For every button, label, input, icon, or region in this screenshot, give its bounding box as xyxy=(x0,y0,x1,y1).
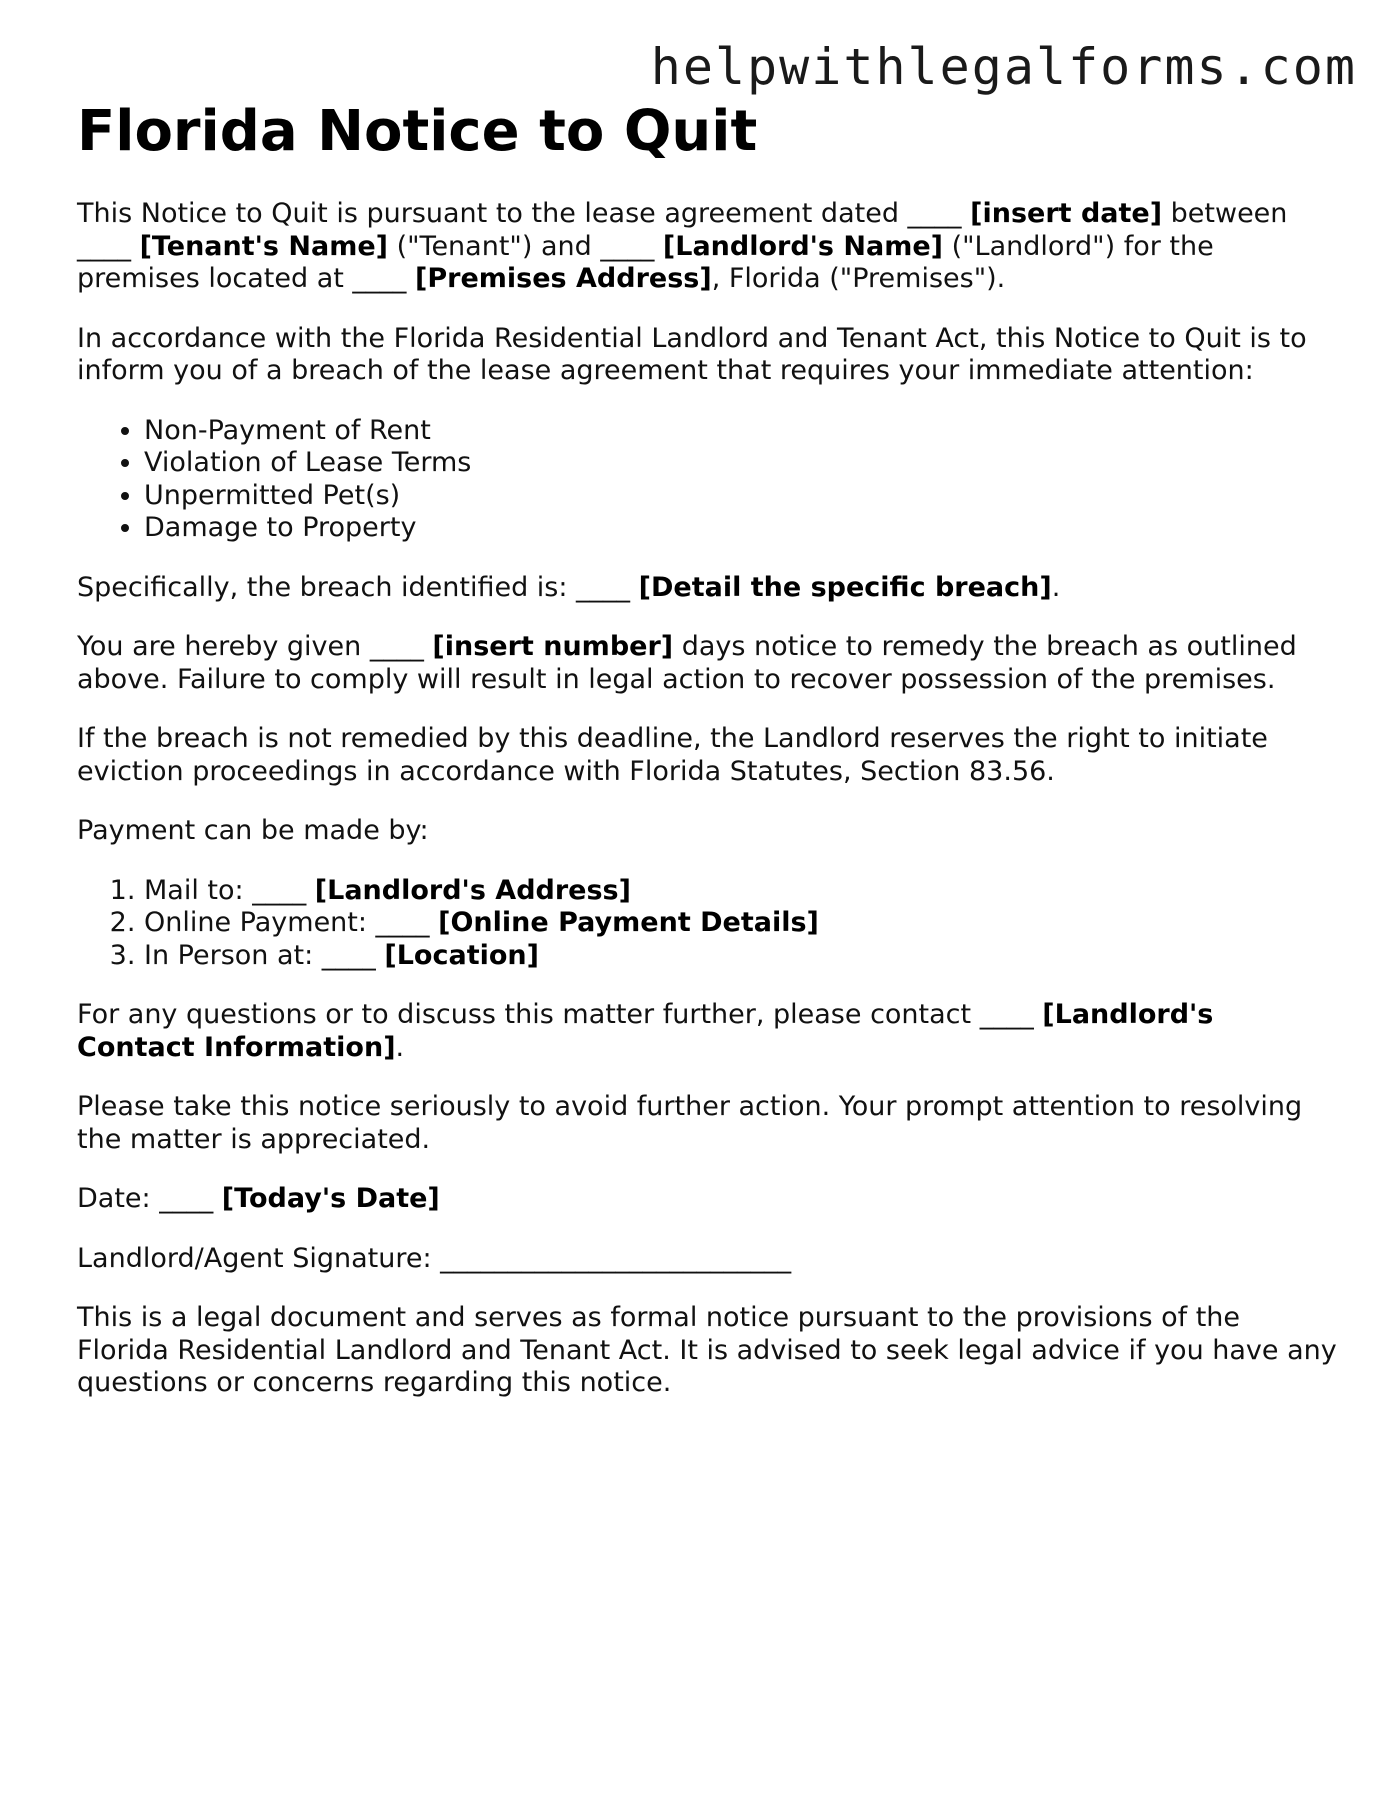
tenant-name-placeholder: [Tenant's Name] xyxy=(139,230,388,262)
list-item: • Damage to Property xyxy=(144,512,1337,545)
specific-breach-placeholder: [Detail the specific breach] xyxy=(638,571,1052,603)
eviction-paragraph: If the breach is not remedied by this deadline, the Landlord reserves the right to initiate eviction proceedings in accordance with Florida Statutes, Section 83.56. xyxy=(77,723,1268,787)
payment-intro: Payment can be made by: xyxy=(77,815,429,847)
todays-date-placeholder: [Today's Date] xyxy=(221,1183,440,1215)
closing-paragraph: This is a legal document and serves as formal notice pursuant to the provisions of the Florida Residential Landlord and Tenant Act. It is advised to seek legal advice if you have any questions or concerns regarding this notice. xyxy=(77,1302,1337,1399)
list-item: 3. In Person at: ____ [Location] xyxy=(144,940,1337,973)
document-body xyxy=(77,100,1337,1427)
location-placeholder: [Location] xyxy=(384,939,539,971)
online-payment-placeholder: [Online Payment Details] xyxy=(438,907,819,939)
payment-list xyxy=(77,875,1337,973)
list-item: • Violation of Lease Terms xyxy=(144,447,1337,480)
list-item: • Non-Payment of Rent xyxy=(144,415,1337,448)
landlord-address-placeholder: [Landlord's Address] xyxy=(314,874,631,906)
landlord-name-placeholder: [Landlord's Name] xyxy=(662,230,944,262)
contact-paragraph: For any questions or to discuss this matter further, please contact ____ [Landlord's Contact Information]. xyxy=(77,999,1214,1063)
document-title: Florida Notice to Quit xyxy=(77,99,758,164)
contact-info-placeholder: [Landlord's Contact Information] xyxy=(77,999,1214,1063)
notice-period-paragraph: You are hereby given ____ [insert number] days notice to remedy the breach as outlined above. Failure to comply will result in legal action to recover possession of the premises. xyxy=(77,631,1297,695)
intro-paragraph: This Notice to Quit is pursuant to the lease agreement dated ____ [insert date] between ____ [Tenant's Name] ("Tenant") and ____ [Landlord's Name] ("Landlord") for the premises located at ____ [Premises Address], Florida ("Premises"). xyxy=(77,198,1288,295)
list-item: 2. Online Payment: ____ [Online Payment Details] xyxy=(144,907,1337,940)
list-item: 1. Mail to: ____ [Landlord's Address] xyxy=(144,875,1337,908)
specific-breach-paragraph: Specifically, the breach identified is: ____ [Detail the specific breach]. xyxy=(77,571,1061,603)
accordance-paragraph: In accordance with the Florida Residential Landlord and Tenant Act, this Notice to Quit is to inform you of a breach of the lease agreement that requires your immediate attention: xyxy=(77,322,1307,387)
breach-list xyxy=(77,415,1337,545)
lease-date-placeholder: [insert date] xyxy=(970,198,1163,230)
premises-address-placeholder: [Premises Address] xyxy=(415,263,712,295)
list-item: • Unpermitted Pet(s) xyxy=(144,480,1337,513)
site-watermark: helpwithlegalforms.com xyxy=(650,38,1357,96)
days-number-placeholder: [insert number] xyxy=(432,631,674,663)
date-line: Date: ____ [Today's Date] xyxy=(77,1183,440,1215)
serious-paragraph: Please take this notice seriously to avoid further action. Your prompt attention to resolving the matter is appreciated. xyxy=(77,1091,1303,1155)
signature-line: Landlord/Agent Signature: __________________________ xyxy=(77,1242,792,1274)
